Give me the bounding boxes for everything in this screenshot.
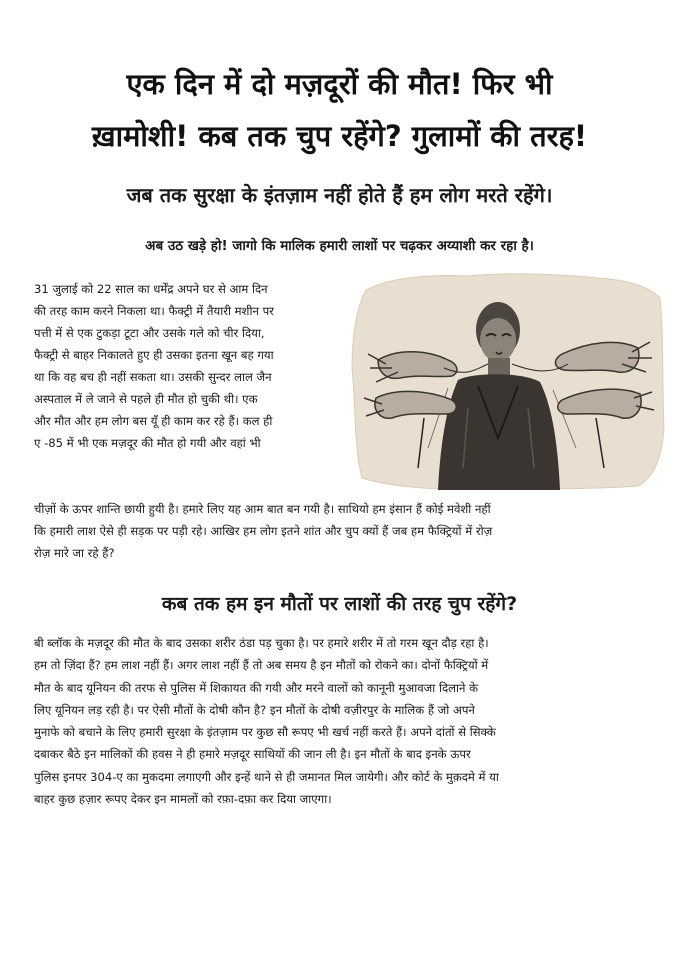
subheading: जब तक सुरक्षा के इंतज़ाम नहीं होते हैं हम लोग मरते रहेंगे। (126, 183, 553, 207)
paragraph-1-line: पत्ती में से एक टुकड़ा टूटा और उसके गले को चीर दिया, (34, 326, 265, 340)
paragraph-1 (34, 278, 346, 454)
paragraph-2-line: मौत के बाद यूनियन की तरफ से पुलिस में शिकायत की गयी और मरने वालों को कानूनी मुआवजा दिलाने के (34, 680, 479, 695)
paragraph-1-line: अस्पताल में ले जाने से पहले ही मौत हो चुकी थी। एक (34, 392, 258, 406)
sketch-of-dead-worker-with-hands-icon (348, 268, 666, 492)
section-title: कब तक हम इन मौतों पर लाशों की तरह चुप रहेंगे? (161, 593, 518, 615)
paragraph-2-line: बी ब्लॉक के मज़दूर की मौत के बाद उसका शरीर ठंडा पड़ चुका है। पर हमारे शरीर में तो गरम खून दौड़ रहा है। (34, 636, 489, 650)
paragraph-1-continuation (34, 498, 646, 564)
paragraph-2-line: दबाकर बैठे इन मालिकों की हवस ने ही हमारे मज़दूर साथियों की जान ली है। इन मौतों के बाद इनके ऊपर (34, 747, 471, 762)
paragraph-2 (34, 632, 646, 810)
headline-line-1: एक दिन में दो मज़दूरों की मौत! फिर भी (126, 67, 553, 101)
paragraph-2-line: बाहर कुछ हज़ार रूपए देकर इन मामलों को रफ़ा-दफ़ा कर दिया जाएगा। (34, 792, 332, 807)
paragraph-1-continuation-line: चीज़ों के ऊपर शान्ति छायी हुयी है। हमारे लिए यह आम बात बन गयी है। साथियो हम इंसान हैं कोई मवेशी नहीं (34, 502, 491, 516)
headline-line-2: ख़ामोशी! कब तक चुप रहेंगे? गुलामों की तरह! (91, 119, 588, 153)
paragraph-2-line: लिए यूनियन लड़ रही है। पर ऐसी मौतों के दोषी कौन है? इन मौतों के दोषी वज़ीरपुर के मालिक हैं जो अपने (34, 702, 475, 717)
paragraph-1-continuation-line: कि हमारी लाश ऐसे ही सड़क पर पड़ी रहे। आखिर हम लोग इतने शांत और चुप क्यों हैं जब हम फैक्ट्रियों में रोज़ (34, 524, 493, 538)
paragraph-2-line: हम तो ज़िंदा हैं? हम लाश नहीं हैं। अगर लाश नहीं हैं तो अब समय है इन मौतों को रोकने का। दोनों फैक्ट्रियों में (34, 658, 489, 673)
paragraph-1-line: की तरह काम करने निकला था। फैक्ट्री में तैयारी मशीन पर (34, 304, 274, 318)
illustration-sketch (348, 268, 666, 492)
paragraph-2-line: मुनाफे को बचाने के लिए हमारी सुरक्षा के इंतज़ाम पर कुछ सौ रूपए भी खर्च नहीं करते हैं। अपने दांतों से सिक्के (34, 725, 496, 740)
call-to-action: अब उठ खड़े हो! जागो कि मालिक हमारी लाशों पर चढ़कर अय्याशी कर रहा है। (145, 238, 534, 254)
paragraph-2-line: पुलिस इनपर 304-ए का मुकदमा लगाएगी और इन्हें थाने से ही जमानत मिल जायेगी। और कोर्ट के मुक़दमे में या (34, 769, 499, 784)
headline (20, 58, 659, 162)
paragraph-1-line: फैक्ट्री से बाहर निकालते हुए ही उसका इतना खून बह गया (34, 348, 274, 362)
paragraph-1-line: ए -85 में भी एक मज़दूर की मौत हो गयी और वहां भी (34, 436, 261, 450)
paragraph-1-continuation-line: रोज़ मारे जा रहे हैं? (34, 546, 115, 560)
paragraph-1-line: और मौत और हम लोग बस यूँ ही काम कर रहे हैं। कल ही (34, 414, 273, 428)
paragraph-1-line: 31 जुलाई को 22 साल का धर्मेंद्र अपने घर से आम दिन (34, 282, 268, 296)
paragraph-1-line: था कि वह बच ही नहीं सकता था। उसकी सुन्दर लाल जैन (34, 370, 272, 384)
